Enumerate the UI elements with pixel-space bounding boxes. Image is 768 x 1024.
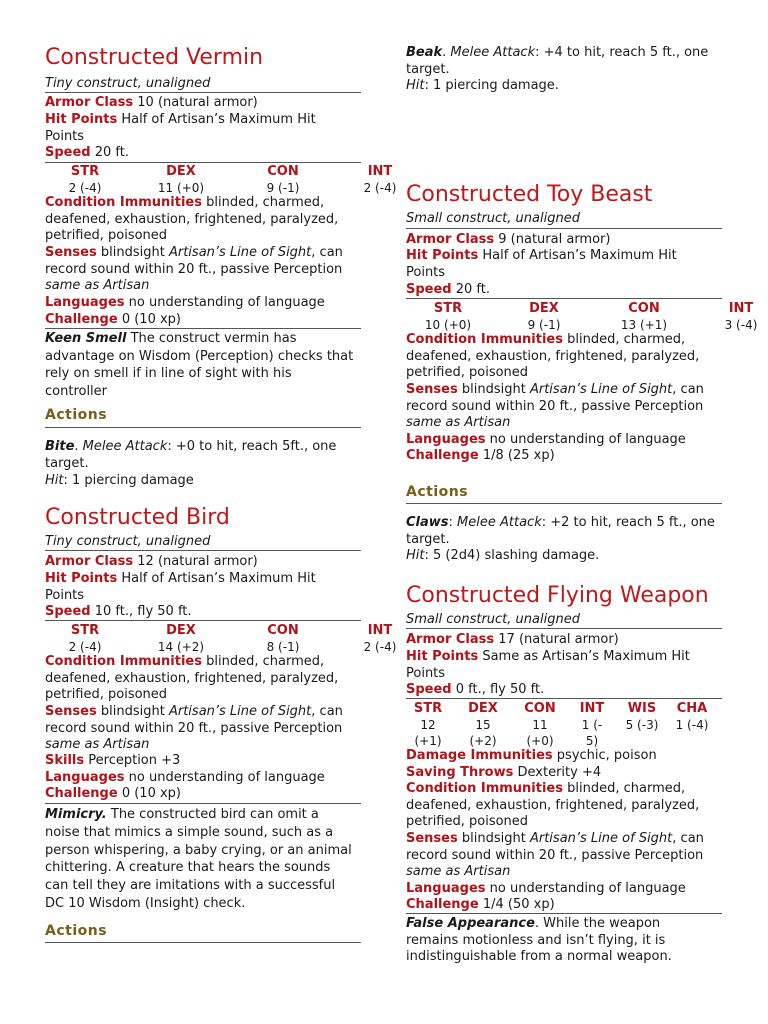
- trait-keen-smell: Keen Smell The construct vermin has advantage on Wisdom (Perception) checks that rely on smell if in line of sight with his controller: [45, 331, 354, 399]
- divider: [406, 628, 722, 629]
- ability-dex: DEX 11 (+0): [157, 164, 205, 195]
- ability-scores-bird: [45, 623, 397, 657]
- divider: [45, 550, 361, 551]
- challenge-vermin: Challenge 0 (10 xp): [45, 312, 181, 327]
- senses-vermin: Senses blindsight Artisan’s Line of Sight, can record sound within 20 ft., passive Perception same as Artisan: [45, 245, 343, 293]
- ability-str: STR 2 (-4): [68, 164, 102, 195]
- languages-bird: Languages no understanding of language: [45, 770, 325, 785]
- ability-con: CON 13 (+1): [620, 301, 668, 332]
- saving-throws-flying-weapon: Saving Throws Dexterity +4: [406, 765, 602, 780]
- ability-con: CON 11 (+0): [524, 701, 556, 748]
- ability-int: INT 1 (- 5): [579, 701, 605, 748]
- senses-toy-beast: Senses blindsight Artisan’s Line of Sight, can record sound within 20 ft., passive Perception same as Artisan: [406, 382, 704, 430]
- condition-immunities-vermin: Condition Immunities blinded, charmed, deafened, exhaustion, frightened, paralyzed, petrified, poisoned: [45, 195, 339, 243]
- condition-immunities-bird: Condition Immunities blinded, charmed, deafened, exhaustion, frightened, paralyzed, petrified, poisoned: [45, 654, 339, 702]
- senses-bird: Senses blindsight Artisan’s Line of Sight, can record sound within 20 ft., passive Perception same as Artisan: [45, 704, 343, 752]
- actions-heading-vermin: Actions: [45, 407, 108, 423]
- divider: [406, 298, 722, 299]
- armor-class-flying-weapon: Armor Class 17 (natural armor): [406, 632, 619, 647]
- actions-heading-toy-beast: Actions: [406, 484, 469, 500]
- divider: [45, 803, 361, 804]
- condition-immunities-toy-beast: Condition Immunities blinded, charmed, deafened, exhaustion, frightened, paralyzed, petrified, poisoned: [406, 332, 700, 380]
- armor-class-bird: Armor Class 12 (natural armor): [45, 554, 258, 569]
- divider: [406, 913, 722, 914]
- languages-flying-weapon: Languages no understanding of language: [406, 881, 686, 896]
- armor-class-toy-beast: Armor Class 9 (natural armor): [406, 232, 611, 247]
- languages-toy-beast: Languages no understanding of language: [406, 432, 686, 447]
- divider: [406, 698, 722, 699]
- speed-bird: Speed 10 ft., fly 50 ft.: [45, 604, 192, 619]
- divider: [45, 620, 361, 621]
- ability-scores-flying-weapon: [406, 701, 726, 749]
- challenge-bird: Challenge 0 (10 xp): [45, 786, 181, 801]
- ability-wis: WIS 5 (-3): [625, 701, 659, 732]
- ability-con: CON 8 (-1): [266, 623, 300, 654]
- divider: [406, 503, 722, 504]
- ability-scores-vermin: [45, 164, 397, 198]
- ability-str: STR 12 (+1): [413, 701, 443, 748]
- action-claws: Claws: Melee Attack: +2 to hit, reach 5 ft., one target. Hit: 5 (2d4) slashing damage.: [406, 515, 715, 563]
- challenge-flying-weapon: Challenge 1/4 (50 xp): [406, 897, 555, 912]
- armor-class-vermin: Armor Class 10 (natural armor): [45, 95, 258, 110]
- ability-str: STR 10 (+0): [424, 301, 472, 332]
- trait-false-appearance: False Appearance. While the weapon remains motionless and isn’t flying, it is indistinguishable from a normal weapon.: [406, 916, 672, 964]
- condition-immunities-flying-weapon: Condition Immunities blinded, charmed, deafened, exhaustion, frightened, paralyzed, petrified, poisoned: [406, 781, 700, 829]
- ability-int: INT 2 (-4): [363, 623, 397, 654]
- statblock-title-flying-weapon: Constructed Flying Weapon: [406, 583, 709, 608]
- statblock-title-toy-beast: Constructed Toy Beast: [406, 182, 653, 207]
- statblock-type-flying-weapon: Small construct, unaligned: [406, 612, 580, 627]
- senses-flying-weapon: Senses blindsight Artisan’s Line of Sight, can record sound within 20 ft., passive Perception same as Artisan: [406, 831, 704, 879]
- trait-mimicry: Mimicry. The constructed bird can omit a noise that mimics a simple sound, such as a person whispering, a baby crying, or an animal chittering. A creature that hears the sounds can tell they are imitations with a successful DC 10 Wisdom (Insight) check.: [45, 807, 352, 911]
- divider: [45, 942, 361, 943]
- ability-str: STR 2 (-4): [68, 623, 102, 654]
- ability-con: CON 9 (-1): [266, 164, 300, 195]
- divider: [406, 228, 722, 229]
- speed-toy-beast: Speed 20 ft.: [406, 282, 491, 297]
- languages-vermin: Languages no understanding of language: [45, 295, 325, 310]
- ability-dex: DEX 15 (+2): [468, 701, 498, 748]
- divider: [45, 92, 361, 93]
- ability-cha: CHA 1 (-4): [675, 701, 709, 732]
- statblock-type-toy-beast: Small construct, unaligned: [406, 211, 580, 226]
- hit-points-toy-beast: Hit Points Half of Artisan’s Maximum Hit Points: [406, 248, 677, 280]
- speed-vermin: Speed 20 ft.: [45, 145, 130, 160]
- statblock-title-bird: Constructed Bird: [45, 505, 230, 530]
- action-beak: Beak. Melee Attack: +4 to hit, reach 5 ft., one target. Hit: 1 piercing damage.: [406, 45, 709, 93]
- divider: [45, 162, 361, 163]
- hit-points-flying-weapon: Hit Points Same as Artisan’s Maximum Hit Points: [406, 649, 690, 681]
- ability-dex: DEX 14 (+2): [157, 623, 205, 654]
- challenge-toy-beast: Challenge 1/8 (25 xp): [406, 448, 555, 463]
- divider: [45, 328, 361, 329]
- hit-points-vermin: Hit Points Half of Artisan’s Maximum Hit Points: [45, 112, 316, 144]
- ability-scores-toy-beast: [406, 301, 758, 335]
- divider: [45, 427, 361, 428]
- statblock-title-vermin: Constructed Vermin: [45, 45, 264, 70]
- actions-heading-bird: Actions: [45, 923, 108, 939]
- statblock-type-vermin: Tiny construct, unaligned: [45, 76, 211, 91]
- statblock-type-bird: Tiny construct, unaligned: [45, 534, 211, 549]
- ability-int: INT 3 (-4): [724, 301, 758, 332]
- ability-int: INT 2 (-4): [363, 164, 397, 195]
- action-bite: Bite. Melee Attack: +0 to hit, reach 5ft., one target. Hit: 1 piercing damage: [45, 439, 337, 488]
- speed-flying-weapon: Speed 0 ft., fly 50 ft.: [406, 682, 545, 697]
- skills-bird: Skills Perception +3: [45, 753, 181, 768]
- hit-points-bird: Hit Points Half of Artisan’s Maximum Hit Points: [45, 571, 316, 603]
- ability-dex: DEX 9 (-1): [527, 301, 561, 332]
- damage-immunities-flying-weapon: Damage Immunities psychic, poison: [406, 748, 657, 763]
